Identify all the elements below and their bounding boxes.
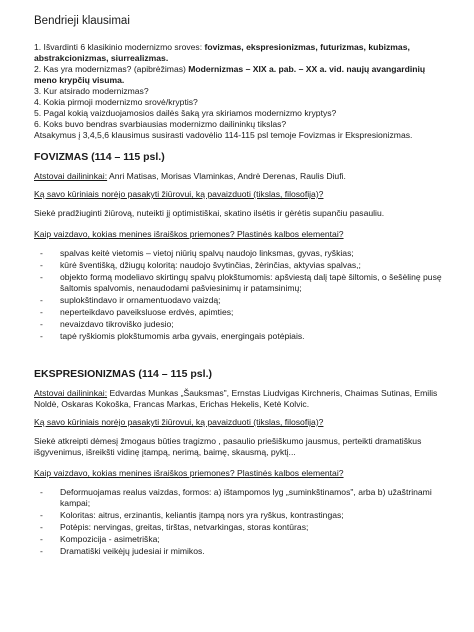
question-4: 4. Kokia pirmoji modernizmo srovė/kryptis? xyxy=(34,97,198,107)
means-question-ekspresionizmas: Kaip vaizdavo, kokias menines išraiškos priemones? Plastinės kalbos elementai? xyxy=(34,468,344,478)
list-item: - suplokštindavo ir ornamentuodavo vaizdą; xyxy=(40,295,221,305)
goal-answer-ekspresionizmas: Siekė atkreipti dėmesį žmogaus būties tragizmo , pasaulio priešiškumo jausmus, perteikti dramatiškus išgyvenimus, išreikšti vidinę įtampą, nerimą, baimę, skausmą, pyktį... xyxy=(34,436,422,457)
question-3: 3. Kur atsirado modernizmas? xyxy=(34,86,149,96)
goal-answer-fovizmas: Siekė pradžiuginti žiūrovą, nuteikti jį optimistiškai, skatino ilsėtis ir gėrėtis supančiu pasauliu. xyxy=(34,208,385,218)
question-list xyxy=(34,42,446,130)
question-2: 2. Kas yra modernizmas? (apibrėžimas) Modernizmas – XIX a. pab. – XX a. vid. naujų avangardinių meno krypčių visuma. xyxy=(34,64,426,85)
list-item: - tapė ryškiomis plokštumomis arba gyvais, energingais potėpiais. xyxy=(40,331,305,341)
list-item: - Dramatiški veikėjų judesiai ir mimikos. xyxy=(40,546,205,556)
question-1: 1. Išvardinti 6 klasikinio modernizmo sroves: fovizmas, ekspresionizmas, futurizmas, kubizmas, abstrakcionizmas, siurrealizmas. xyxy=(34,42,410,63)
list-item: - Kompozicija - asimetriška; xyxy=(40,534,160,544)
artists-fovizmas: Atstovai dailininkai: Anri Matisas, Morisas Vlaminkas, Andrė Derenas, Raulis Diufi. xyxy=(34,171,346,181)
list-item: - kūrė šventišką, džiugų koloritą: naudojo švytinčias, žėrinčias, aktyvias spalvas,; xyxy=(40,260,361,270)
artists-ekspresionizmas: Atstovai dailininkai: Edvardas Munkas „Šauksmas", Ernstas Liudvigas Kirchneris, Chaimas Sutinas, Emilis Noldė, Oskaras Kokoška, Francas Markas, Erichas Hekelis, Ketė Kolvic. xyxy=(34,388,438,409)
list-item: - Koloritas: aitrus, erzinantis, keliantis įtampą nors yra ryškus, kontrastingas; xyxy=(40,510,344,520)
list-item: - Deformuojamas realus vaizdas, formos: a) ištampomos lyg „suminkštinamos", arba b) užaštrinami kampai; xyxy=(40,487,432,508)
section-heading-fovizmas: FOVIZMAS (114 – 115 psl.) xyxy=(34,151,165,163)
means-list-ekspresionizmas xyxy=(34,487,446,557)
means-question-fovizmas: Kaip vaizdavo, kokias menines išraiškos priemones? Plastinės kalbos elementai? xyxy=(34,229,344,239)
question-6: 6. Koks buvo bendras svarbiausias modernizmo dailininkų tikslas? xyxy=(34,119,287,129)
page-title: Bendrieji klausimai xyxy=(34,15,130,27)
means-list-fovizmas xyxy=(34,248,446,342)
list-item: - nevaizdavo tikroviško judesio; xyxy=(40,319,174,329)
goal-question-ekspresionizmas: Ką savo kūriniais norėjo pasakyti žiūrovui, ką pavaizduoti (tikslas, filosofija)? xyxy=(34,417,324,427)
list-item: - neperteikdavo paveiksluose erdvės, apimties; xyxy=(40,307,234,317)
goal-question-fovizmas: Ką savo kūriniais norėjo pasakyti žiūrovui, ką pavaizduoti (tikslas, filosofija)? xyxy=(34,189,324,199)
list-item: - objekto formą modeliavo skirtingų spalvų plokštumomis: apšviestą dalį tapė šiltomis, o šešėlinę pusę šaltomis spalvomis, nenaudodami pašviesinimų ir patamsinimų; xyxy=(40,272,442,293)
answer-note: Atsakymus į 3,4,5,6 klausimus susirasti vadovėlio 114-115 psl temoje Fovizmas ir Ekspresionizmas. xyxy=(34,130,413,140)
list-item: - Potėpis: nervingas, greitas, tirštas, netvarkingas, storas kontūras; xyxy=(40,522,309,532)
list-item: - spalvas keitė vietomis – vietoj niūrių spalvų naudojo linksmas, gyvas, ryškias; xyxy=(40,248,354,258)
section-heading-ekspresionizmas: EKSPRESIONIZMAS (114 – 115 psl.) xyxy=(34,368,212,380)
question-5: 5. Pagal kokią vaizduojamosios dailės šaką yra skiriamos modernizmo kryptys? xyxy=(34,108,337,118)
